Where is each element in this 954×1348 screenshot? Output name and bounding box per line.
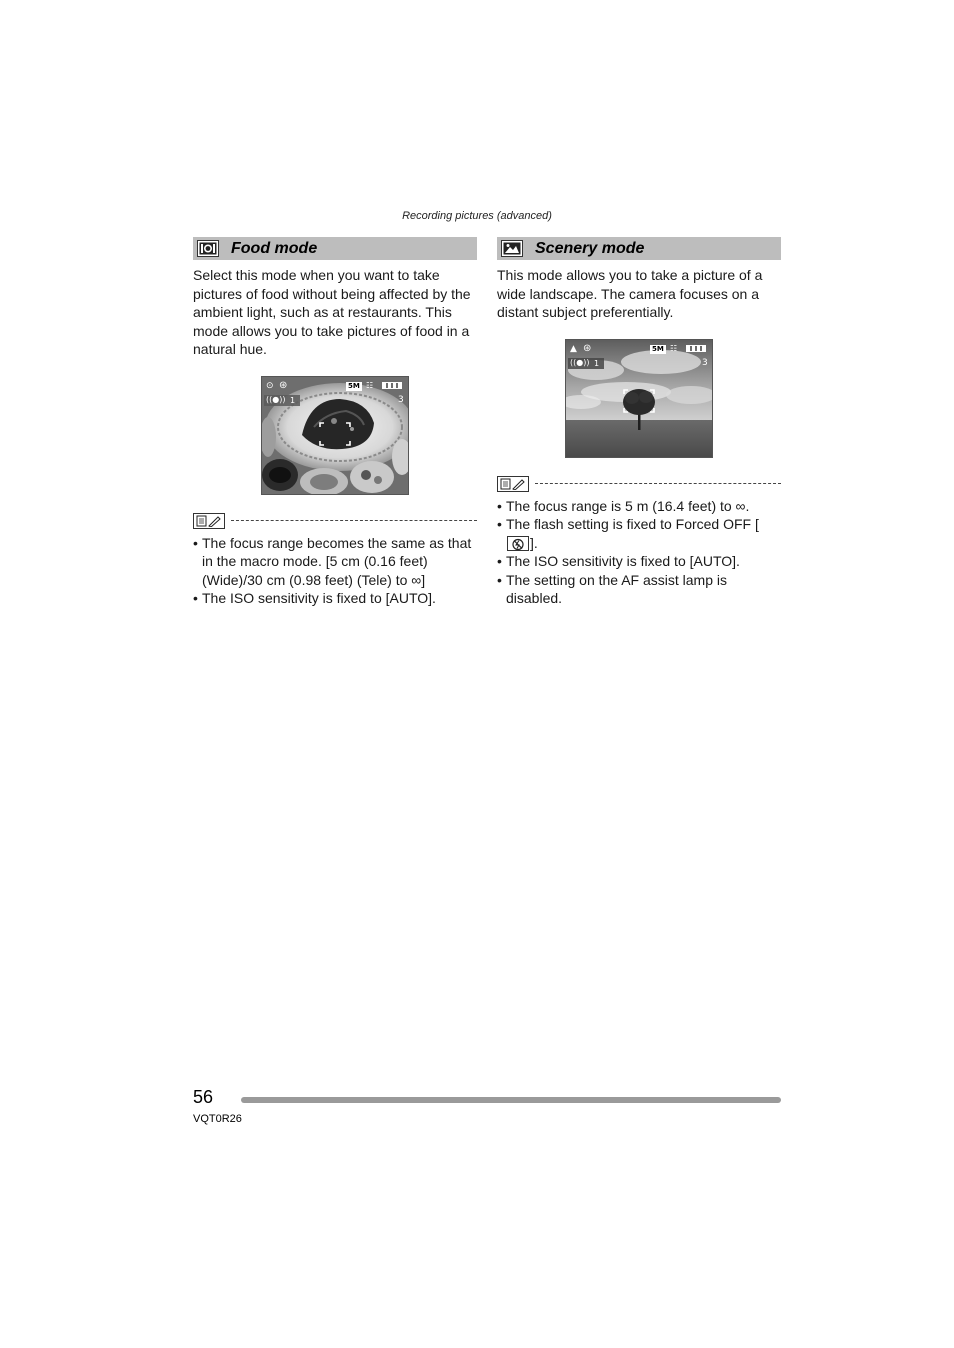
list-item: • The focus range becomes the same as that in the macro mode. [5 cm (0.16 feet) (Wide)/30 cm (0.98 feet) (Tele) to ∞] — [193, 534, 472, 588]
scenery-mode-heading — [497, 237, 781, 260]
list-item: • The ISO sensitivity is fixed to [AUTO]. — [497, 553, 740, 569]
scenery-lcd-screenshot — [565, 339, 713, 458]
food-osd-shots: 3 — [398, 394, 404, 405]
list-item: • The setting on the AF assist lamp is disabled. — [497, 571, 727, 606]
food-osd-mode-icon: ⊙ — [266, 380, 274, 391]
scenery-mode-description: This mode allows you to take a picture of a wide landscape. The camera focuses on a distant subject preferentially. — [497, 267, 763, 320]
page-number: 56 — [193, 1087, 214, 1107]
scenery-osd-quality-icon: ☷ — [670, 343, 678, 353]
food-notes-list — [193, 534, 477, 608]
scenery-osd-shots: 3 — [702, 357, 708, 368]
food-osd-flash-off-icon: ⊛ — [279, 379, 288, 391]
scenery-mode-section — [497, 237, 781, 608]
food-osd-battery-icon — [382, 382, 402, 389]
food-mode-description: Select this mode when you want to take pictures of food without being affected by the ambient light, such as at restaurants. This mode allows you to take pictures of food in a natural hue. — [193, 267, 471, 357]
food-osd-stabilizer-icon: ((●)) — [266, 394, 286, 404]
scenery-note-divider — [497, 476, 781, 492]
food-note-divider — [193, 513, 477, 529]
food-osd-stabilizer-mode: 1 — [290, 395, 296, 405]
food-osd-size: 5M — [348, 381, 360, 390]
list-item: • The flash setting is fixed to Forced OFF []. — [497, 516, 759, 551]
note-memo-icon — [497, 476, 529, 492]
food-lcd-screenshot — [261, 376, 409, 495]
scenery-osd-size: 5M — [652, 344, 664, 353]
food-mode-heading — [193, 237, 477, 260]
food-osd-quality-icon: ☷ — [366, 380, 374, 390]
scenery-notes-list — [497, 497, 781, 608]
model-code: VQT0R26 — [193, 1113, 242, 1125]
list-item: • The focus range is 5 m (16.4 feet) to ∞. — [497, 497, 750, 514]
running-header: Recording pictures (advanced) — [402, 210, 552, 222]
note-memo-icon — [193, 513, 225, 529]
scenery-osd-mode-icon: ▲ — [570, 343, 577, 354]
scenery-osd-battery-icon — [686, 345, 706, 352]
list-item: • The ISO sensitivity is fixed to [AUTO]. — [193, 590, 436, 606]
flash-off-icon — [507, 536, 529, 551]
food-mode-icon — [197, 240, 219, 257]
scenery-osd-stabilizer-icon: ((●)) — [570, 357, 590, 367]
scenery-mode-title: Scenery mode — [535, 239, 645, 257]
food-mode-section — [193, 237, 477, 608]
scenery-mode-icon — [501, 240, 523, 257]
scenery-osd-stabilizer-mode: 1 — [594, 358, 600, 368]
scenery-osd-flash-off-icon: ⊛ — [583, 342, 592, 354]
footer-rule — [241, 1097, 781, 1103]
food-mode-title: Food mode — [231, 239, 318, 257]
